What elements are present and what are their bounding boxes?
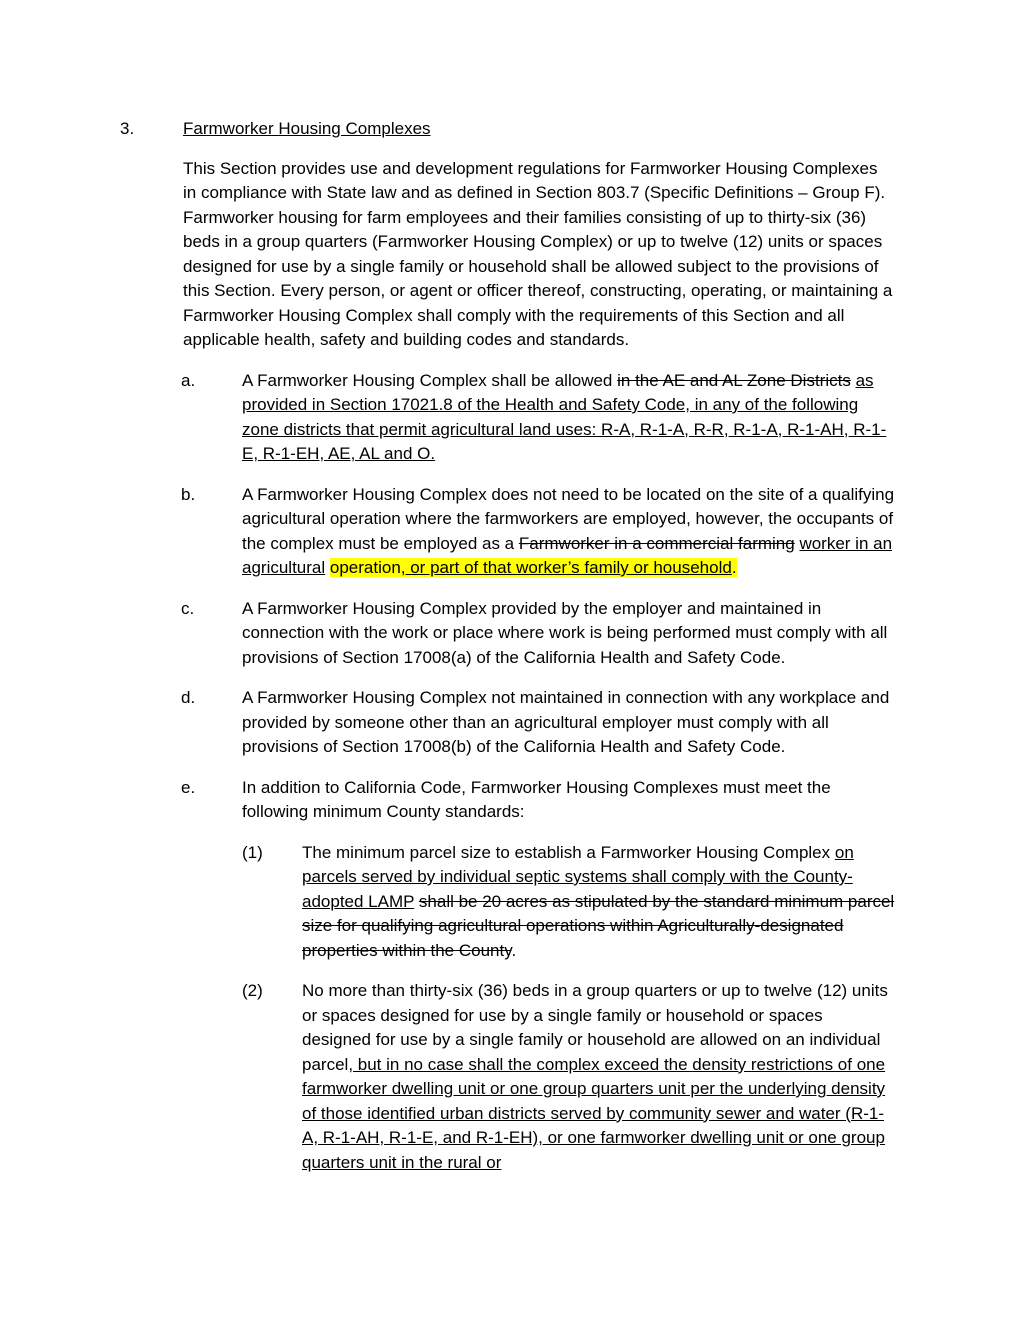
text-run-hl: . bbox=[731, 558, 737, 577]
text-run-strike: Farmworker in a commercial farming bbox=[518, 533, 795, 553]
text-run-n: In addition to California Code, Farmworker Housing Complexes must meet the following minimum County standards: bbox=[242, 777, 831, 821]
text-run-u: , but in no case shall the complex exceed the density restrictions of one farmworker dwelling unit or one group quarters unit per the underlying density of those identified urban districts served by community sewer and water (R-1-A, R-1-AH, R-1-E, and R-1-EH), or one farmworker dwelling unit or one group quarters unit in the rural or bbox=[302, 1054, 886, 1172]
item-b-text bbox=[242, 483, 895, 581]
text-run-u: as provided in Section 17021.8 of the Health and Safety Code, in any of the following zone districts that permit agricultural land uses: R-A, R-1-A, R-R, R-1-A, R-1-AH, R-1-E, R-1-EH, AE, AL and O. bbox=[242, 370, 887, 463]
subitem-1-label: (1) bbox=[242, 842, 263, 862]
text-run-strike: in the AE and AL Zone Districts bbox=[617, 370, 851, 390]
text-run-hl: operation bbox=[329, 558, 401, 577]
subitem-2-label: (2) bbox=[242, 981, 263, 1000]
section-number: 3. bbox=[120, 119, 135, 138]
subitem-1-text bbox=[302, 841, 895, 964]
list-item-c bbox=[181, 597, 895, 671]
list-subitem-1 bbox=[242, 841, 895, 964]
item-b-label: b. bbox=[181, 484, 196, 504]
text-run-u: on parcels served by individual septic systems shall comply with the County-adopted LAMP bbox=[302, 842, 854, 911]
text-run-n: The minimum parcel size to establish a Farmworker Housing Complex bbox=[302, 842, 835, 862]
item-e-body bbox=[242, 776, 895, 1176]
text-run-n: A Farmworker Housing Complex does not need to be located on the site of a qualifying agricultural operation where the farmworkers are employed, however, the occupants of the complex must be employed as a bbox=[242, 484, 895, 553]
item-e-label: e. bbox=[181, 777, 196, 797]
text-run-n: No more than thirty-six (36) beds in a group quarters or up to twelve (12) units or spaces designed for use by a single family or household or spaces designed for use by a single family or household are allowed on an individual parcel bbox=[302, 981, 888, 1074]
text-run-n: A Farmworker Housing Complex shall be allowed bbox=[242, 370, 618, 390]
item-a-label: a. bbox=[181, 370, 196, 390]
list-item-b bbox=[181, 483, 895, 581]
list-item-e bbox=[181, 776, 895, 1176]
list-item-d bbox=[181, 686, 895, 760]
list-item-a bbox=[181, 369, 895, 467]
item-c-label: c. bbox=[181, 598, 195, 618]
text-run-n: . bbox=[511, 940, 517, 960]
text-run-u: worker in an agricultural bbox=[242, 533, 893, 577]
text-run-strike: shall be 20 acres as stipulated by the standard minimum parcel size for qualifying agricultural operations within Agriculturally-designated properties within the County bbox=[302, 891, 895, 960]
text-run-n: This Section provides use and development regulations for Farmworker Housing Complexes in compliance with State law and as defined in Section 803.7 (Specific Definitions – Group F). Farmworker housing for farm employees and their families consisting of up to thirty-six (36) beds in a group quarters (Farmworker Housing Complex) or up to twelve (12) units or spaces designed for use by a single family or household shall be allowed subject to the provisions of this Section. Every person, or agent or officer thereof, constructing, operating, or maintaining a Farmworker Housing Complex shall comply with the requirements of this Section and all applicable health, safety and building codes and standards. bbox=[183, 158, 893, 349]
text-run-hl-u: , or part of that worker’s family or household bbox=[400, 558, 732, 577]
item-a-text bbox=[242, 369, 895, 467]
item-c-text bbox=[242, 597, 895, 671]
text-run-n: A Farmworker Housing Complex not maintained in connection with any workplace and provided by someone other than an agricultural employer must comply with all provisions of Section 17008(b) of the California Health and Safety Code. bbox=[242, 688, 890, 756]
item-e-text bbox=[242, 776, 895, 825]
item-d-label: d. bbox=[181, 688, 196, 707]
intro-paragraph bbox=[183, 157, 895, 353]
item-d-text bbox=[242, 686, 895, 760]
subitem-2-text bbox=[302, 979, 895, 1175]
section-title: Farmworker Housing Complexes bbox=[183, 119, 431, 138]
list-subitem-2 bbox=[242, 979, 895, 1175]
section-heading bbox=[120, 117, 895, 142]
text-run-n: A Farmworker Housing Complex provided by the employer and maintained in connection with the work or place where work is being performed must comply with all provisions of Section 17008(a) of the California Health and Safety Code. bbox=[242, 598, 888, 667]
